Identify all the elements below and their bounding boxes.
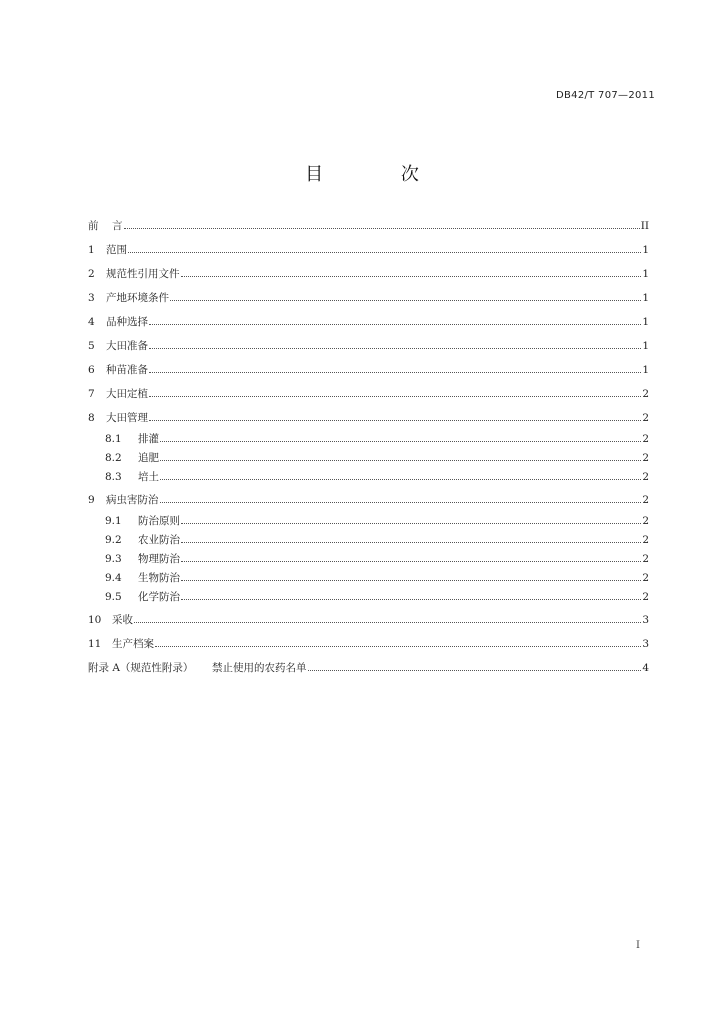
- toc-entry-label: 生产档案: [112, 638, 154, 650]
- standard-code: DB42/T 707—2011: [556, 90, 655, 101]
- toc-entry-label: 物理防治: [138, 553, 180, 565]
- toc-entry-page: 3: [642, 638, 649, 650]
- toc-entry-8[interactable]: [88, 409, 649, 427]
- toc-entry-number: 6: [88, 364, 95, 376]
- leader-dots: [181, 598, 641, 600]
- toc-entry-label: 排灌: [138, 433, 159, 445]
- toc-entry-page: 1: [642, 292, 649, 304]
- toc-entry-number: 7: [88, 388, 95, 400]
- leader-dots: [134, 621, 641, 623]
- toc-entry-label: 生物防治: [138, 572, 180, 584]
- toc-entry-number: 前: [88, 220, 99, 232]
- toc-entry-7[interactable]: [88, 385, 649, 403]
- leader-dots: [181, 579, 641, 581]
- toc-entry-8-2[interactable]: [88, 449, 649, 467]
- toc-entry-label: 品种选择: [106, 316, 148, 328]
- leader-dots: [149, 371, 641, 373]
- toc-entry-number: 4: [88, 316, 95, 328]
- toc-entry-page: 2: [642, 452, 649, 464]
- toc-entry-9-1[interactable]: [88, 512, 649, 530]
- toc-entry-number: 1: [88, 244, 95, 256]
- leader-dots: [181, 275, 642, 277]
- toc-entry-page: 3: [642, 614, 649, 626]
- toc-entry-label: 农业防治: [138, 534, 180, 546]
- toc-entry-number: 8.1: [105, 433, 122, 445]
- toc-entry-page: 2: [642, 553, 649, 565]
- toc-entry-4[interactable]: [88, 313, 649, 331]
- toc-entry-number: 10: [88, 614, 102, 626]
- toc-entry-5[interactable]: [88, 337, 649, 355]
- toc-entry-6[interactable]: [88, 361, 649, 379]
- toc-entry-number: 8.3: [105, 471, 122, 483]
- toc-entry-page: 1: [642, 364, 649, 376]
- toc-entry-label: 禁止使用的农药名单: [212, 662, 307, 674]
- toc-entry-page: 1: [642, 340, 649, 352]
- toc-entry-2[interactable]: [88, 265, 649, 283]
- leader-dots: [160, 440, 641, 442]
- toc-entry-label: 言: [112, 220, 123, 232]
- toc-entry-page: 2: [642, 412, 649, 424]
- toc-entry-number: 11: [88, 638, 102, 650]
- toc-entry-page: 1: [642, 268, 649, 280]
- toc-entry-label: 产地环境条件: [106, 292, 169, 304]
- toc-entry-1[interactable]: [88, 241, 649, 259]
- toc-entry-page: 1: [642, 316, 649, 328]
- toc-entry-number: 附录 A（规范性附录）: [88, 662, 194, 674]
- leader-dots: [149, 419, 641, 421]
- leader-dots: [181, 541, 641, 543]
- toc-entry-label: 防治原则: [138, 515, 180, 527]
- toc-entry-8-3[interactable]: [88, 468, 649, 486]
- leader-dots: [124, 227, 640, 229]
- toc-entry-number: 3: [88, 292, 95, 304]
- toc-entry-11[interactable]: [88, 635, 649, 653]
- toc-entry-page: 2: [642, 515, 649, 527]
- toc-entry-label: 大田管理: [106, 412, 148, 424]
- toc-entry-page: 2: [642, 494, 649, 506]
- toc-entry-label: 追肥: [138, 452, 159, 464]
- toc-entry-label: 大田准备: [106, 340, 148, 352]
- toc-entry-9-2[interactable]: [88, 531, 649, 549]
- toc-entry-number: 5: [88, 340, 95, 352]
- leader-dots: [160, 501, 642, 503]
- toc-entry-label: 化学防治: [138, 591, 180, 603]
- toc-entry-number: 8: [88, 412, 95, 424]
- table-of-contents: [88, 217, 649, 683]
- toc-entry-number: 2: [88, 268, 95, 280]
- toc-entry-9-3[interactable]: [88, 550, 649, 568]
- leader-dots: [128, 251, 641, 253]
- toc-entry-foreword[interactable]: [88, 217, 649, 235]
- toc-entry-3[interactable]: [88, 289, 649, 307]
- toc-entry-label: 大田定植: [106, 388, 148, 400]
- toc-entry-9-4[interactable]: [88, 569, 649, 587]
- toc-entry-9[interactable]: [88, 491, 649, 509]
- leader-dots: [160, 459, 641, 461]
- leader-dots: [155, 645, 641, 647]
- toc-entry-number: 9.2: [105, 534, 122, 546]
- toc-entry-10[interactable]: [88, 611, 649, 629]
- toc-entry-page: 2: [642, 433, 649, 445]
- toc-entry-number: 9.5: [105, 591, 122, 603]
- toc-entry-8-1[interactable]: [88, 430, 649, 448]
- leader-dots: [149, 323, 641, 325]
- toc-entry-page: 2: [642, 388, 649, 400]
- toc-entry-appendix-a[interactable]: [88, 659, 649, 677]
- leader-dots: [149, 347, 641, 349]
- toc-entry-9-5[interactable]: [88, 588, 649, 606]
- toc-entry-label: 采收: [112, 614, 133, 626]
- toc-entry-page: 4: [642, 662, 649, 674]
- toc-entry-number: 9.1: [105, 515, 122, 527]
- toc-entry-number: 9: [88, 494, 95, 506]
- page-number: I: [636, 940, 640, 951]
- toc-entry-page: II: [640, 220, 649, 232]
- toc-title: 目 次: [305, 164, 455, 185]
- toc-entry-label: 规范性引用文件: [106, 268, 180, 280]
- leader-dots: [308, 669, 642, 671]
- toc-entry-label: 培土: [138, 471, 159, 483]
- toc-entry-page: 2: [642, 572, 649, 584]
- leader-dots: [160, 478, 641, 480]
- toc-entry-page: 2: [642, 591, 649, 603]
- toc-entry-number: 8.2: [105, 452, 122, 464]
- toc-entry-page: 1: [642, 244, 649, 256]
- toc-entry-number: 9.4: [105, 572, 122, 584]
- leader-dots: [170, 299, 641, 301]
- leader-dots: [149, 395, 641, 397]
- toc-entry-label: 病虫害防治: [106, 494, 159, 506]
- toc-entry-label: 种苗准备: [106, 364, 148, 376]
- leader-dots: [181, 522, 641, 524]
- toc-entry-page: 2: [642, 471, 649, 483]
- toc-entry-label: 范围: [106, 244, 127, 256]
- leader-dots: [181, 560, 641, 562]
- toc-entry-page: 2: [642, 534, 649, 546]
- toc-entry-number: 9.3: [105, 553, 122, 565]
